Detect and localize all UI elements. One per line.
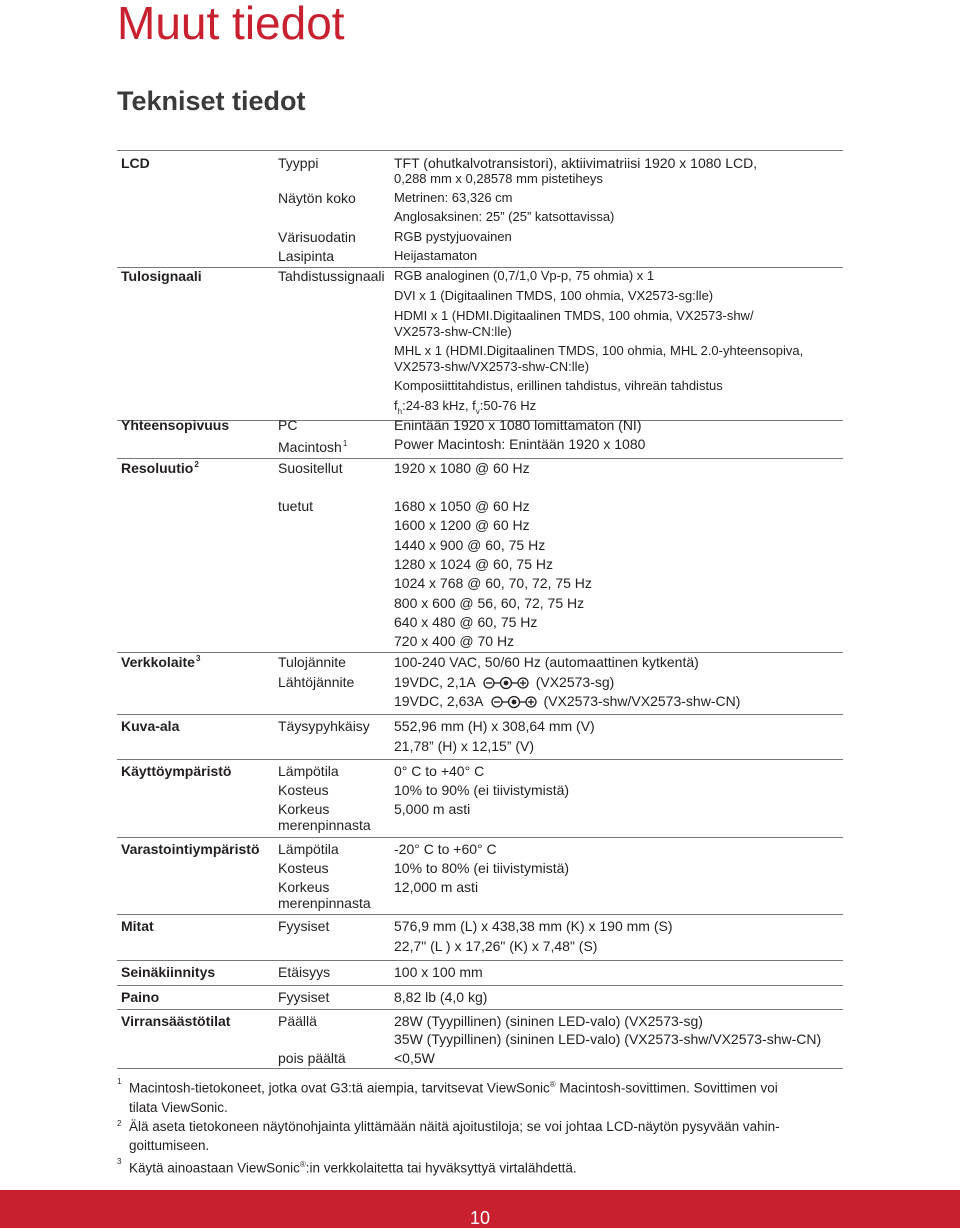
footnote-text: Käytä ainoastaan ViewSonic: [129, 1160, 300, 1175]
value-glass: Heijastamaton: [394, 248, 478, 263]
footnote-3: [117, 1155, 837, 1178]
label-glass: Lasipinta: [278, 248, 335, 264]
row-group-wall-mount: [117, 960, 843, 986]
row-group-operating: [117, 759, 843, 838]
row-group-power-saving: [117, 1009, 843, 1069]
value-on-1: 28W (Tyypillinen) (sininen LED-valo) (VX2573-sg): [394, 1013, 703, 1029]
label-type: Tyyppi: [278, 155, 319, 171]
section-title: Tekniset tiedot: [117, 86, 306, 116]
value-humidity: 10% to 80% (ei tiivistymistä): [394, 860, 570, 876]
value-area-inch: 21,78” (H) x 12,15” (V): [394, 738, 535, 754]
label-recommended: Suositellut: [278, 460, 343, 476]
label-temperature: Lämpötila: [278, 841, 339, 857]
row-group-weight: [117, 985, 843, 1010]
value-output-1: [394, 674, 614, 690]
category-operating: Käyttöympäristö: [121, 763, 232, 779]
footnote-ref-3: 3: [195, 654, 201, 663]
value-distance: 100 x 100 mm: [394, 964, 483, 980]
value-humidity: 10% to 90% (ei tiivistymistä): [394, 782, 570, 798]
label-display-size: Näytön koko: [278, 190, 356, 206]
label-distance: Etäisyys: [278, 964, 331, 980]
freq-h-sub: h: [397, 407, 403, 416]
value-input-dvi: DVI x 1 (Digitaalinen TMDS, 100 ohmia, VX2573-sg:lle): [394, 288, 714, 303]
label-pc: PC: [278, 417, 298, 433]
freq-mid: :24-83 kHz, f: [402, 398, 476, 413]
value-area-mm: 552,96 mm (H) x 308,64 mm (V): [394, 718, 595, 734]
macintosh-text: Macintosh: [278, 439, 342, 455]
label-altitude-2: merenpinnasta: [278, 817, 371, 833]
supported-mode: 800 x 600 @ 56, 60, 72, 75 Hz: [394, 595, 585, 611]
dc-polarity-icon: [490, 695, 538, 709]
label-physical: Fyysiset: [278, 918, 330, 934]
resolution-text: Resoluutio: [121, 460, 194, 476]
category-input-signal: Tulosignaali: [121, 268, 202, 284]
value-on-2: 35W (Tyypillinen) (sininen LED-valo) (VX2573-shw/VX2573-shw-CN): [394, 1031, 822, 1047]
label-on: Päällä: [278, 1013, 317, 1029]
category-weight: Paino: [121, 989, 160, 1005]
value-input-hdmi-2: VX2573-shw-CN:lle): [394, 324, 512, 339]
footnotes: [117, 1075, 837, 1177]
footnote-number: 3: [117, 1156, 122, 1166]
value-size-2: Anglosaksinen: 25” (25” katsottavissa): [394, 209, 615, 224]
value-dimensions-mm: 576,9 mm (L) x 438,38 mm (K) x 190 mm (S): [394, 918, 673, 934]
value-output-2: [394, 693, 740, 709]
label-output-voltage: Lähtöjännite: [278, 674, 355, 690]
label-humidity: Kosteus: [278, 782, 329, 798]
freq-end: :50-76 Hz: [479, 398, 537, 413]
category-power-adapter: [121, 654, 200, 670]
label-altitude-2: merenpinnasta: [278, 895, 371, 911]
value-color-filter: RGB pystyjuovainen: [394, 229, 512, 244]
page-title: Muut tiedot: [117, 0, 345, 49]
category-lcd: LCD: [121, 155, 150, 171]
label-temperature: Lämpötila: [278, 763, 339, 779]
label-humidity: Kosteus: [278, 860, 329, 876]
row-group-lcd: [117, 150, 843, 268]
category-wall-mount: Seinäkiinnitys: [121, 964, 216, 980]
value-altitude: 5,000 m asti: [394, 801, 471, 817]
output-1-model: (VX2573-sg): [535, 674, 615, 690]
supported-mode: 720 x 400 @ 70 Hz: [394, 633, 515, 649]
output-1-rating: 19VDC, 2,1A: [394, 674, 476, 690]
row-group-input-signal: [117, 267, 843, 421]
footnote-2: [117, 1117, 837, 1155]
footnote-text-cont: :in verkkolaitetta tai hyväksyttyä virtalähdettä.: [305, 1160, 577, 1175]
footnote-ref-1: 1: [342, 439, 348, 448]
value-pc: Enintään 1920 x 1080 lomittamaton (NI): [394, 417, 642, 433]
value-weight: 8,82 lb (4,0 kg): [394, 989, 488, 1005]
category-power-saving: Virransäästötilat: [121, 1013, 231, 1029]
category-storage: Varastointiympäristö: [121, 841, 260, 857]
value-temperature: 0° C to +40° C: [394, 763, 485, 779]
footnote-text-line2: goittumiseen.: [129, 1137, 210, 1153]
freq-f-h: f: [394, 398, 398, 413]
value-input-mhl-2: VX2573-shw/VX2573-shw-CN:lle): [394, 359, 590, 374]
footnote-number: 1: [117, 1077, 122, 1086]
label-altitude-1: Korkeus: [278, 879, 330, 895]
row-group-compatibility: [117, 417, 843, 459]
category-compatibility: Yhteensopivuus: [121, 417, 230, 433]
footnote-text-line2: tilata ViewSonic.: [129, 1099, 228, 1115]
supported-mode: 1024 x 768 @ 60, 70, 72, 75 Hz: [394, 575, 592, 591]
label-altitude-1: Korkeus: [278, 801, 330, 817]
footnote-number: 2: [117, 1118, 122, 1128]
value-input-rgb: RGB analoginen (0,7/1,0 Vp-p, 75 ohmia) x 1: [394, 268, 655, 283]
value-input-hdmi-1: HDMI x 1 (HDMI.Digitaalinen TMDS, 100 ohmia, VX2573-shw/: [394, 308, 754, 323]
label-full-scan: Täysypyhkäisy: [278, 718, 370, 734]
value-macintosh: Power Macintosh: Enintään 1920 x 1080: [394, 436, 646, 452]
label-color-filter: Värisuodatin: [278, 229, 356, 245]
registered-mark: ®: [549, 1080, 556, 1089]
category-resolution: [121, 460, 199, 476]
value-size-1: Metrinen: 63,326 cm: [394, 190, 513, 205]
freq-v-sub: v: [475, 407, 480, 416]
footnote-text: Macintosh-tietokoneet, jotka ovat G3:tä aiempia, tarvitsevat ViewSonic: [129, 1080, 550, 1096]
footnote-1: [117, 1075, 837, 1117]
value-type-2: 0,288 mm x 0,28578 mm pistetiheys: [394, 171, 603, 186]
row-group-dimensions: [117, 914, 843, 961]
row-group-resolution: [117, 458, 843, 653]
power-adapter-text: Verkkolaite: [121, 654, 195, 670]
value-altitude: 12,000 m asti: [394, 879, 479, 895]
value-type-1: TFT (ohutkalvotransistori), aktiivimatriisi 1920 x 1080 LCD,: [394, 155, 758, 171]
supported-mode: 1440 x 900 @ 60, 75 Hz: [394, 537, 546, 553]
footer-bar: [0, 1190, 960, 1228]
value-input-mhl-1: MHL x 1 (HDMI.Digitaalinen TMDS, 100 ohmia, MHL 2.0-yhteensopiva,: [394, 343, 804, 358]
category-dimensions: Mitat: [121, 918, 154, 934]
value-off: <0,5W: [394, 1050, 435, 1066]
supported-mode: 640 x 480 @ 60, 75 Hz: [394, 614, 538, 630]
category-display-area: Kuva-ala: [121, 718, 180, 734]
label-off: pois päältä: [278, 1050, 346, 1066]
supported-mode: 1280 x 1024 @ 60, 75 Hz: [394, 556, 553, 572]
footnote-ref-2: 2: [194, 460, 199, 469]
dc-polarity-icon: [482, 676, 530, 690]
value-input-sync-types: Komposiittitahdistus, erillinen tahdistus, vihreän tahdistus: [394, 378, 723, 393]
value-temperature: -20° C to +60° C: [394, 841, 497, 857]
output-2-model: (VX2573-shw/VX2573-shw-CN): [543, 693, 741, 709]
supported-mode: 1680 x 1050 @ 60 Hz: [394, 498, 530, 514]
footnote-text: Älä aseta tietokoneen näytönohjainta ylittämään näitä ajoitustiloja; se voi johtaa LCD-näytön pysyvään vahin-: [129, 1118, 780, 1134]
row-group-display-area: [117, 714, 843, 760]
value-dimensions-inch: 22,7" (L ) x 17,26" (K) x 7,48" (S): [394, 938, 598, 954]
supported-mode: 1600 x 1200 @ 60 Hz: [394, 517, 530, 533]
label-supported: tuetut: [278, 498, 314, 514]
registered-mark: ®: [299, 1159, 306, 1169]
label-input-voltage: Tulojännite: [278, 654, 346, 670]
output-2-rating: 19VDC, 2,63A: [394, 693, 484, 709]
page-number: 10: [469, 1208, 491, 1228]
label-sync-signal: Tahdistussignaali: [278, 268, 385, 284]
label-macintosh: [278, 436, 347, 455]
label-physical: Fyysiset: [278, 989, 330, 1005]
value-input-voltage: 100-240 VAC, 50/60 Hz (automaattinen kytkentä): [394, 654, 699, 670]
row-group-power-adapter: [117, 652, 843, 715]
footnote-text-cont: Macintosh-sovittimen. Sovittimen voi: [555, 1080, 778, 1096]
value-recommended: 1920 x 1080 @ 60 Hz: [394, 460, 530, 476]
row-group-storage: [117, 837, 843, 915]
